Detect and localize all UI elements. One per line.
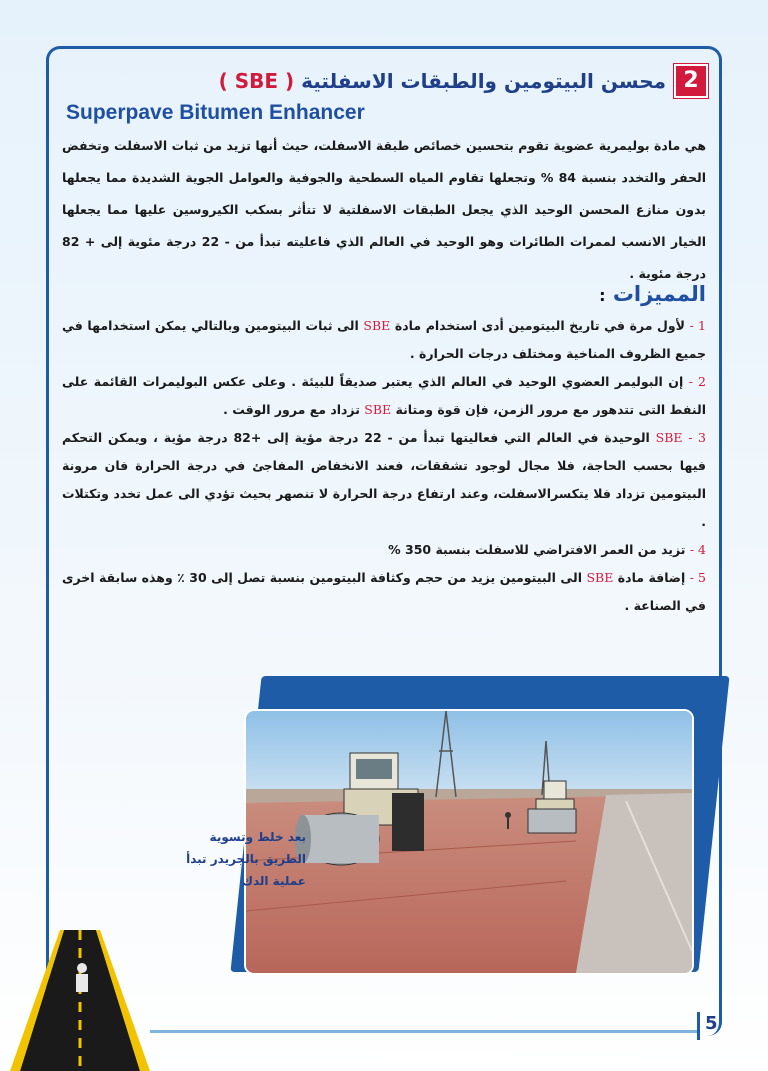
feature-text: الوحيدة في العالم التي فعاليتها تبدأ من - 22 درجة مؤية إلى +82 درجة مؤية ، ويمكن التحكم فيها بحسب الحاجة، فلا مجال لوجود تشققات، فعند الانخفاض المفاجئ في درجة الحرارة فان مرونة البيتومين تزداد فلا يتكسرالاسفلت، وعند ارتفاع درجة الحرارة لا تنصهر بحيث تؤدي الى عمل تخدد وتكتلات . bbox=[62, 430, 706, 529]
feature-sbe: SBE bbox=[363, 318, 391, 333]
feature-text: لأول مرة في تاريخ البيتومين أدى استخدام مادة bbox=[394, 318, 685, 333]
feature-number: 4 - bbox=[689, 542, 706, 557]
feature-sbe: SBE bbox=[364, 402, 392, 417]
feature-item bbox=[62, 368, 706, 424]
feature-item bbox=[62, 536, 706, 564]
features-list bbox=[62, 312, 706, 620]
feature-text: تزداد مع مرور الوقت . bbox=[223, 402, 360, 417]
section-heading bbox=[219, 64, 708, 98]
section-number-badge: 2 bbox=[674, 64, 708, 98]
road-rollers-illustration bbox=[246, 711, 692, 973]
feature-item bbox=[62, 424, 706, 536]
feature-text: الى البيتومين يزيد من حجم وكثافة البيتومين بنسبة تصل إلى 30 ٪ وهذه سابقة اخرى في الصناعة . bbox=[62, 570, 706, 613]
feature-number: 1 - bbox=[689, 318, 706, 333]
feature-sbe: SBE bbox=[586, 570, 614, 585]
features-heading-colon: : bbox=[599, 286, 606, 305]
section-title-arabic bbox=[219, 69, 666, 93]
feature-text: إضافة مادة bbox=[617, 570, 686, 585]
title-sbe: ( SBE ) bbox=[218, 69, 295, 93]
road-rollers-photo bbox=[244, 709, 694, 975]
road-logo-icon bbox=[10, 930, 150, 1071]
bottom-rule bbox=[150, 1030, 698, 1033]
feature-number: 5 - bbox=[689, 570, 706, 585]
feature-text: إن البوليمر العضوي الوحيد في العالم الذي يعتبر صديقاً للبيئة . وعلى عكس البوليمرات القائمة على النفط التى تتدهور مع مرور الزمن، فإن قوة ومتانة bbox=[62, 374, 706, 417]
feature-sbe: SBE bbox=[655, 430, 683, 445]
feature-text: الى ثبات البيتومين وبالتالي يمكن استخدامها في جميع الظروف المناخية ومختلف درجات الحرارة . bbox=[62, 318, 706, 361]
feature-item bbox=[62, 564, 706, 620]
intro-paragraph: هي مادة بوليمرية عضوية تقوم بتحسين خصائص طبقة الاسفلت، حيث أنها تزيد من ثبات الاسفلت وتخفض الحفر والتخدد بنسبة 84 % وتجعلها تقاوم المياه السطحية والجوفية والعوامل الجوية الشديدة مما يجعلها بدون منازع المحسن الوحيد الذي يجعل الطبقات الاسفلتية لا تتأثر بسكب الكيروسين عليها مما يجعلها الخيار الانسب لممرات الطائرات وهو الوحيد في العالم الذي فاعليته تبدأ من - 22 درجة مئوية إلى + 82 درجة مئوية . bbox=[62, 138, 706, 281]
feature-text: تزيد من العمر الافتراضي للاسفلت بنسبة 350 % bbox=[388, 542, 686, 557]
page-number-bar bbox=[697, 1012, 700, 1040]
feature-number: 3 - bbox=[688, 430, 706, 445]
title-arabic-text: محسن البيتومين والطبقات الاسفلتية bbox=[301, 69, 666, 93]
page-number: 5 bbox=[705, 1013, 718, 1034]
photo-caption: بعد خلط وتسوية الطريق بالجريدر تبدأ عملية الدك bbox=[186, 830, 306, 888]
features-heading-text: المميزات bbox=[612, 282, 706, 306]
feature-number: 2 - bbox=[688, 374, 706, 389]
section-title-english: Superpave Bitumen Enhancer bbox=[66, 101, 365, 124]
features-heading bbox=[599, 282, 706, 306]
feature-item bbox=[62, 312, 706, 368]
